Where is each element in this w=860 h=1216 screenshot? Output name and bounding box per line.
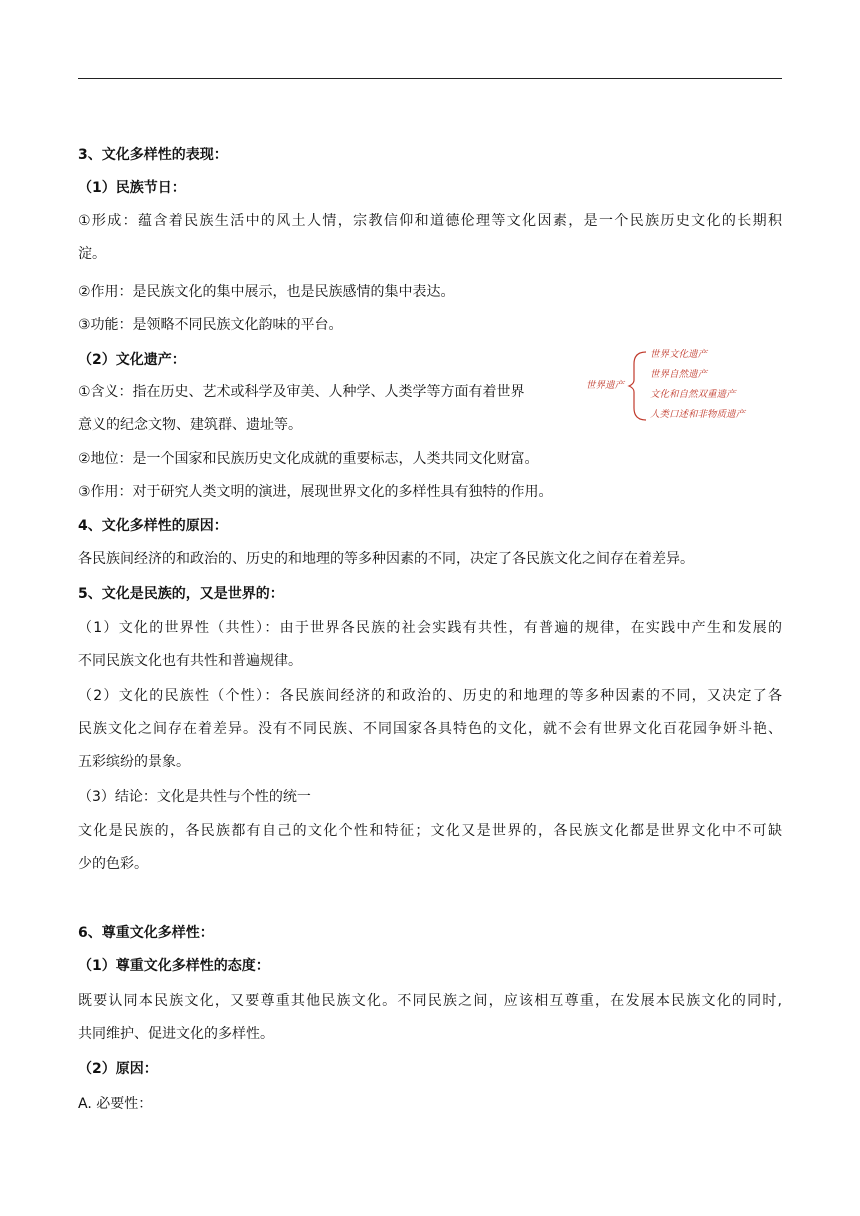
subsection-heading: （2）原因： — [78, 1061, 158, 1077]
paragraph-line: 五彩缤纷的景象。 — [78, 754, 190, 770]
subsection-heading: （1）尊重文化多样性的态度： — [78, 958, 270, 974]
world-heritage-diagram — [586, 346, 776, 426]
section-3-heading: 3、文化多样性的表现： — [78, 147, 228, 163]
paragraph-line: 不同民族文化也有共性和普遍规律。 — [78, 653, 302, 669]
paragraph-line: ①形成：蕴含着民族生活中的风土人情，宗教信仰和道德伦理等文化因素，是一个民族历史文化的长期积 — [78, 213, 782, 229]
paragraph-line: 既要认同本民族文化，又要尊重其他民族文化。不同民族之间，应该相互尊重，在发展本民族文化的同时, — [78, 993, 782, 1009]
paragraph-line: ②地位：是一个国家和民族历史文化成就的重要标志，人类共同文化财富。 — [78, 451, 539, 467]
paragraph-line: 意义的纪念文物、建筑群、遗址等。 — [78, 417, 302, 433]
subsection-heading: （2）文化遗产： — [78, 352, 186, 368]
section-5-heading: 5、文化是民族的，又是世界的： — [78, 586, 284, 602]
brace-icon — [629, 352, 646, 420]
diagram-item: 文化和自然双重遗产 — [650, 389, 736, 400]
paragraph-line: （1）文化的世界性（共性）：由于世界各民族的社会实践有共性，有普遍的规律，在实践中产生和发展的 — [78, 620, 782, 636]
paragraph-line: 各民族间经济的和政治的、历史的和地理的等多种因素的不同，决定了各民族文化之间存在着差异。 — [78, 551, 694, 567]
paragraph-line: 文化是民族的，各民族都有自己的文化个性和特征；文化又是世界的，各民族文化都是世界文化中不可缺 — [78, 823, 782, 839]
section-4-heading: 4、文化多样性的原因： — [78, 518, 228, 534]
section-6-heading: 6、尊重文化多样性： — [78, 925, 214, 941]
diagram-item: 世界自然遗产 — [650, 369, 708, 380]
paragraph-line: ③功能：是领略不同民族文化韵味的平台。 — [78, 317, 343, 333]
paragraph-line: ③作用：对于研究人类文明的演进，展现世界文化的多样性具有独特的作用。 — [78, 484, 553, 500]
paragraph-line: ②作用：是民族文化的集中展示，也是民族感情的集中表达。 — [78, 284, 455, 300]
paragraph-line: 淀。 — [78, 246, 106, 262]
paragraph-line: （3）结论：文化是共性与个性的统一 — [78, 789, 311, 805]
subsection-heading: （1）民族节日： — [78, 180, 186, 196]
diagram-item: 人类口述和非物质遗产 — [650, 409, 746, 420]
paragraph-line: 共同维护、促进文化的多样性。 — [78, 1026, 274, 1042]
paragraph-line: 少的色彩。 — [78, 856, 148, 872]
diagram-root-label: 世界遗产 — [586, 380, 625, 391]
paragraph-line: ①含义：指在历史、艺术或科学及审美、人种学、人类学等方面有着世界 — [78, 384, 525, 400]
paragraph-line: 民族文化之间存在着差异。没有不同民族、不同国家各具特色的文化，就不会有世界文化百花园争妍斗艳、 — [78, 721, 782, 737]
header-rule — [78, 78, 782, 79]
paragraph-line: （2）文化的民族性（个性）：各民族间经济的和政治的、历史的和地理的等多种因素的不同，又决定了各 — [78, 688, 782, 704]
paragraph-line: A. 必要性： — [78, 1096, 153, 1112]
diagram-item: 世界文化遗产 — [650, 349, 708, 360]
